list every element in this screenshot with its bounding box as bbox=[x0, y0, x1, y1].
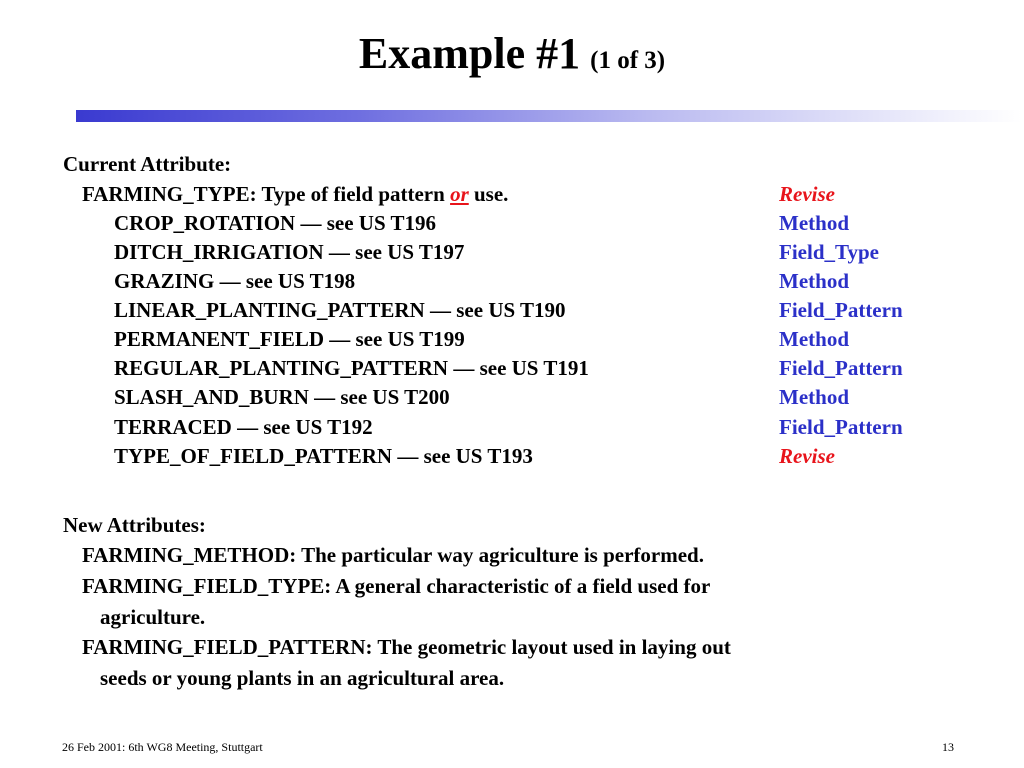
new-attributes-heading: New Attributes: bbox=[63, 513, 206, 537]
value-tag: Field_Pattern bbox=[779, 298, 903, 322]
value-tag: Method bbox=[779, 269, 849, 293]
value-tag: Field_Pattern bbox=[779, 415, 903, 439]
title-underline-bar bbox=[76, 110, 1022, 122]
footer-meeting-info: 26 Feb 2001: 6th WG8 Meeting, Stuttgart bbox=[62, 740, 263, 754]
farming-type-line bbox=[82, 179, 508, 209]
slide-title bbox=[0, 28, 1024, 79]
value-tag: Method bbox=[779, 327, 849, 351]
value-tag: Field_Pattern bbox=[779, 356, 903, 380]
or-emphasis: or bbox=[450, 182, 469, 206]
value-row: PERMANENT_FIELD — see US T199 bbox=[114, 327, 465, 351]
slide-number: 13 bbox=[942, 740, 954, 754]
value-row: TERRACED — see US T192 bbox=[114, 415, 373, 439]
title-subtitle: (1 of 3) bbox=[590, 47, 666, 74]
value-row: DITCH_IRRIGATION — see US T197 bbox=[114, 240, 465, 264]
farming-field-type-definition-cont: agriculture. bbox=[100, 605, 206, 629]
farming-type-text: FARMING_TYPE: Type of field pattern bbox=[82, 182, 451, 206]
value-row: LINEAR_PLANTING_PATTERN — see US T190 bbox=[114, 298, 566, 322]
value-row: SLASH_AND_BURN — see US T200 bbox=[114, 385, 450, 409]
value-tag: Method bbox=[779, 385, 849, 409]
value-row: CROP_ROTATION — see US T196 bbox=[114, 211, 437, 235]
farming-method-definition: FARMING_METHOD: The particular way agriculture is performed. bbox=[82, 543, 704, 567]
current-attribute-heading: Current Attribute: bbox=[63, 152, 232, 176]
value-tag: Method bbox=[779, 211, 849, 235]
farming-field-pattern-definition: FARMING_FIELD_PATTERN: The geometric layout used in laying out bbox=[82, 635, 731, 659]
farming-type-text-end: use. bbox=[468, 182, 509, 206]
title-main: Example #1 bbox=[358, 29, 581, 78]
value-row: TYPE_OF_FIELD_PATTERN — see US T193 bbox=[114, 444, 533, 468]
value-row: GRAZING — see US T198 bbox=[114, 269, 356, 293]
farming-type-tag: Revise bbox=[779, 182, 835, 206]
value-row: REGULAR_PLANTING_PATTERN — see US T191 bbox=[114, 356, 589, 380]
farming-field-pattern-definition-cont: seeds or young plants in an agricultural area. bbox=[100, 666, 505, 690]
value-tag: Field_Type bbox=[779, 240, 879, 264]
value-tag: Revise bbox=[779, 444, 835, 468]
farming-field-type-definition: FARMING_FIELD_TYPE: A general characteristic of a field used for bbox=[82, 574, 711, 598]
